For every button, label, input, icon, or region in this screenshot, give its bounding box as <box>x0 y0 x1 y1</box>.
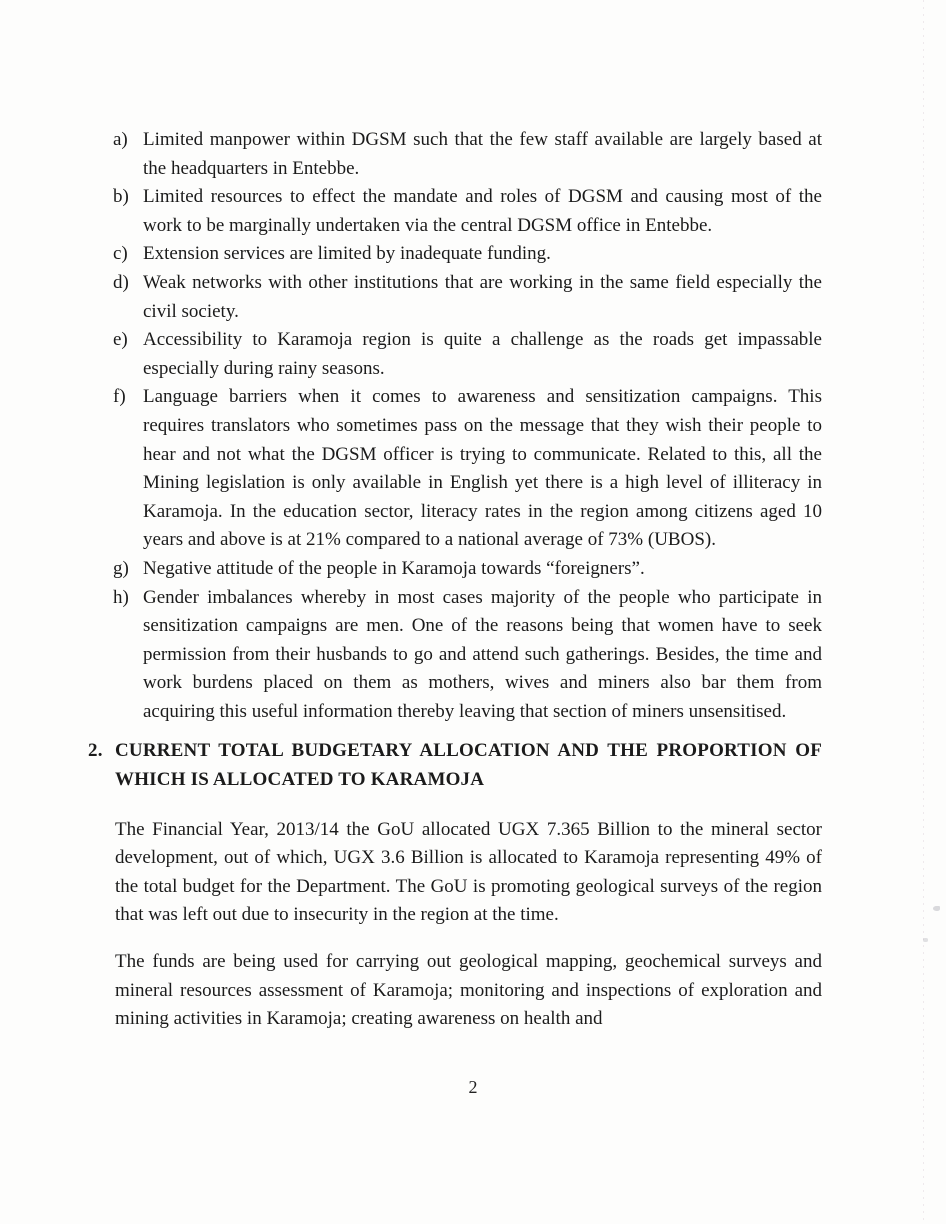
list-item <box>113 126 822 183</box>
list-item-text: Gender imbalances whereby in most cases majority of the people who participate in sensitization campaigns are men. One of the reasons being that women have to seek permission from their husbands to go and attend such gatherings. Besides, the time and work burdens placed on them as mothers, wives and miners also bar them from acquiring this useful information thereby leaving that section of miners unsensitised. <box>143 586 822 722</box>
section-number: 2. <box>88 740 103 762</box>
budget-paragraph: The Financial Year, 2013/14 the GoU allocated UGX 7.365 Billion to the mineral sector development, out of which, UGX 3.6 Billion is allocated to Karamoja representing 49% of the total budget for the Department. The GoU is promoting geological surveys of the region that was left out due to insecurity in the region at the time. <box>115 818 822 926</box>
list-item-marker: g) <box>113 557 129 579</box>
list-item <box>113 555 822 584</box>
list-item-text: Negative attitude of the people in Karamoja towards “foreigners”. <box>143 557 645 579</box>
section-heading <box>88 737 822 794</box>
list-item <box>113 269 822 326</box>
page-number: 2 <box>468 1077 478 1097</box>
list-item-text: Extension services are limited by inadequate funding. <box>143 243 551 265</box>
list-item-marker: d) <box>113 271 129 293</box>
challenges-list <box>88 126 822 726</box>
scan-artifact-speck <box>923 938 928 942</box>
list-item <box>113 240 822 269</box>
list-item-marker: c) <box>113 243 128 265</box>
section-title: CURRENT TOTAL BUDGETARY ALLOCATION AND THE PROPORTION OF WHICH IS ALLOCATED TO KARAMOJA <box>115 740 822 791</box>
list-item-marker: b) <box>113 186 129 208</box>
scan-artifact-edge-line <box>923 0 924 1224</box>
list-item-text: Limited resources to effect the mandate and roles of DGSM and causing most of the work to be marginally undertaken via the central DGSM office in Entebbe. <box>143 186 822 236</box>
document-content <box>88 126 822 1034</box>
list-item-marker: a) <box>113 129 128 150</box>
scan-artifact-speck <box>933 906 940 911</box>
list-item <box>113 326 822 383</box>
list-item <box>113 383 822 555</box>
list-item-text: Weak networks with other institutions that are working in the same field especially the civil society. <box>143 271 822 322</box>
list-item-marker: e) <box>113 329 128 351</box>
list-item <box>113 183 822 240</box>
list-item-text: Language barriers when it comes to awareness and sensitization campaigns. This requires translators who sometimes pass on the message that they wish their people to hear and not what the DGSM officer is trying to communicate. Related to this, all the Mining legislation is only available in English yet there is a high level of illiteracy in Karamoja. In the education sector, literacy rates in the region among citizens aged 10 years and above is at 21% compared to a national average of 73% (UBOS). <box>143 386 822 551</box>
list-item-marker: h) <box>113 586 129 608</box>
list-item-text: Limited manpower within DGSM such that the few staff available are largely based at the headquarters in Entebbe. <box>143 129 822 179</box>
funds-usage-paragraph: The funds are being used for carrying out geological mapping, geochemical surveys and mineral resources assessment of Karamoja; monitoring and inspections of exploration and mining activities in Karamoja; creating awareness on health and <box>115 951 822 1030</box>
list-item <box>113 584 822 727</box>
list-item-text: Accessibility to Karamoja region is quite a challenge as the roads get impassable especially during rainy seasons. <box>143 329 822 379</box>
list-item-marker: f) <box>113 386 126 408</box>
